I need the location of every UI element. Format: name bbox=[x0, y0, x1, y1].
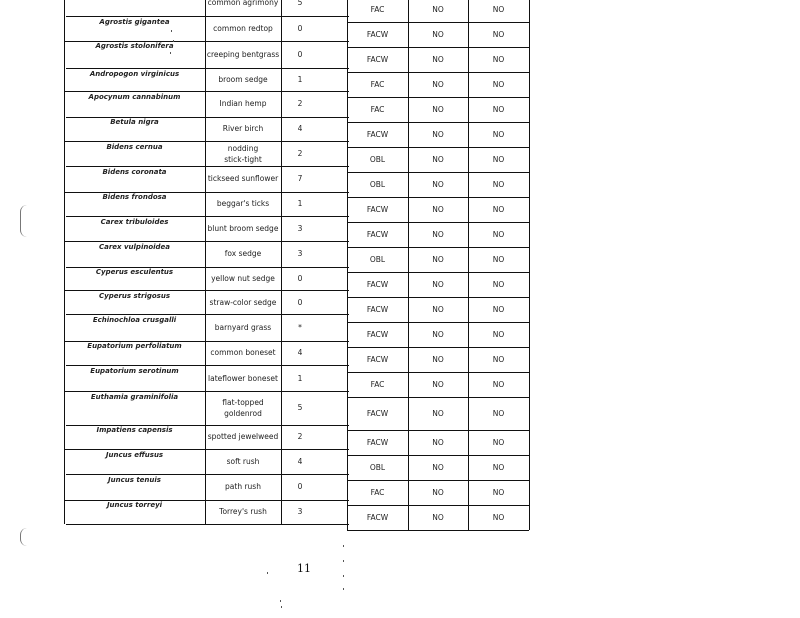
status-flag: NO bbox=[492, 330, 505, 339]
species-name: Agrostis stolonifera bbox=[95, 42, 174, 50]
status-flag: NO bbox=[492, 409, 505, 418]
wetland-indicator: FACW bbox=[366, 409, 389, 418]
status-flag: NO bbox=[432, 5, 444, 14]
wetland-indicator: FACW bbox=[366, 230, 389, 239]
common-name: straw-color sedge bbox=[209, 297, 277, 307]
status-flag: NO bbox=[492, 180, 505, 189]
wetland-indicator: FACW bbox=[366, 205, 389, 214]
species-name: Echinochloa crusgalli bbox=[92, 316, 177, 324]
status-flag: NO bbox=[432, 280, 444, 289]
status-flag: NO bbox=[432, 130, 444, 139]
status-flag: NO bbox=[492, 513, 505, 522]
common-name: nodding stick-tight bbox=[224, 143, 262, 164]
cc-value: 0 bbox=[297, 23, 303, 33]
status-flag: NO bbox=[492, 280, 505, 289]
status-flag: NO bbox=[432, 488, 444, 497]
cc-value: 3 bbox=[297, 507, 303, 516]
species-name: Andropogon virginicus bbox=[89, 70, 180, 78]
status-flag: NO bbox=[432, 55, 444, 64]
binding-mark bbox=[20, 528, 27, 546]
species-name: Apocynum cannabinum bbox=[88, 93, 181, 101]
cc-value: 4 bbox=[297, 348, 303, 357]
page-number: 11 bbox=[297, 562, 311, 575]
scan-speck bbox=[170, 52, 171, 54]
cc-value: 5 bbox=[297, 403, 303, 412]
status-flag: NO bbox=[492, 305, 505, 314]
species-name: Carex vulpinoidea bbox=[98, 243, 171, 251]
species-name: Juncus torreyi bbox=[106, 501, 163, 509]
status-flag: NO bbox=[432, 30, 444, 39]
wetland-indicator: FACW bbox=[366, 513, 389, 522]
wetland-indicator: FACW bbox=[366, 130, 389, 139]
cc-value: 2 bbox=[297, 432, 303, 441]
cc-value: * bbox=[298, 322, 302, 332]
species-name: Betula nigra bbox=[110, 118, 159, 126]
column-rule-right bbox=[529, 0, 530, 530]
scan-speck bbox=[280, 600, 281, 602]
species-name: Cyperus esculentus bbox=[95, 268, 174, 276]
status-flag: NO bbox=[432, 355, 444, 364]
species-name: Agrostis gigantea bbox=[99, 18, 170, 26]
common-name: Torrey's rush bbox=[219, 507, 267, 516]
common-name: soft rush bbox=[226, 457, 260, 466]
species-name: Bidens cernua bbox=[106, 143, 163, 151]
wetland-indicator: FACW bbox=[366, 30, 389, 39]
scan-speck bbox=[343, 575, 344, 577]
species-name: Carex tribuloides bbox=[100, 218, 169, 226]
wetland-indicator: FACW bbox=[366, 355, 389, 364]
status-flag: NO bbox=[432, 513, 444, 522]
binding-mark bbox=[20, 205, 27, 237]
cc-value: 1 bbox=[297, 75, 303, 84]
common-name: blunt broom sedge bbox=[207, 224, 279, 233]
status-flag: NO bbox=[432, 380, 444, 389]
wetland-indicator: FACW bbox=[366, 305, 389, 314]
scan-speck bbox=[281, 606, 282, 608]
common-name: fox sedge bbox=[224, 249, 262, 258]
cc-value: 0 bbox=[297, 482, 303, 491]
status-flag: NO bbox=[492, 255, 505, 264]
common-name: lateflower boneset bbox=[208, 373, 278, 383]
wetland-indicator: FACW bbox=[366, 280, 389, 289]
cc-value: 5 bbox=[297, 0, 303, 7]
cc-value: 4 bbox=[297, 457, 303, 466]
species-name: Eupatorium perfoliatum bbox=[87, 342, 182, 350]
status-flag: NO bbox=[492, 355, 505, 364]
row-rule-right bbox=[347, 530, 529, 531]
scan-speck bbox=[267, 572, 268, 574]
status-flag: NO bbox=[492, 80, 505, 89]
status-flag: NO bbox=[492, 205, 505, 214]
cc-value: 3 bbox=[297, 224, 303, 233]
status-flag: NO bbox=[432, 463, 444, 472]
species-name: Euthamia graminifolia bbox=[90, 393, 179, 401]
common-name: common redtop bbox=[213, 23, 273, 33]
cc-value: 7 bbox=[297, 174, 303, 183]
status-flag: NO bbox=[432, 330, 444, 339]
status-flag: NO bbox=[492, 380, 505, 389]
wetland-indicator: OBL bbox=[369, 463, 386, 472]
scan-speck bbox=[171, 30, 172, 32]
common-name: Indian hemp bbox=[219, 99, 267, 108]
status-flag: NO bbox=[432, 180, 444, 189]
status-flag: NO bbox=[432, 205, 444, 214]
species-name bbox=[64, 0, 205, 12]
common-name: tickseed sunflower bbox=[207, 174, 279, 183]
status-flag: NO bbox=[492, 438, 505, 447]
status-flag: NO bbox=[492, 130, 505, 139]
status-flag: NO bbox=[432, 305, 444, 314]
species-name: Bidens frondosa bbox=[102, 193, 167, 201]
cc-value: 2 bbox=[297, 99, 303, 108]
scan-speck bbox=[173, 40, 174, 42]
status-flag: NO bbox=[492, 463, 505, 472]
status-flag: NO bbox=[432, 105, 444, 114]
cc-value: 0 bbox=[297, 273, 303, 283]
wetland-indicator: FAC bbox=[370, 380, 385, 389]
cc-value: 4 bbox=[297, 124, 303, 133]
common-name: flat-topped goldenrod bbox=[222, 397, 264, 418]
status-flag: NO bbox=[492, 5, 505, 14]
status-flag: NO bbox=[492, 488, 505, 497]
common-name: yellow nut sedge bbox=[211, 273, 275, 283]
common-name: path rush bbox=[225, 482, 261, 491]
cc-value: 0 bbox=[297, 297, 303, 307]
wetland-indicator: FAC bbox=[370, 5, 385, 14]
species-name: Bidens coronata bbox=[102, 168, 167, 176]
species-name: Juncus effusus bbox=[105, 451, 164, 459]
cc-value: 3 bbox=[297, 249, 303, 258]
status-flag: NO bbox=[432, 155, 444, 164]
cc-value: 0 bbox=[297, 49, 303, 59]
wetland-indicator: OBL bbox=[369, 180, 386, 189]
common-name: River birch bbox=[222, 124, 264, 133]
cc-value: 1 bbox=[297, 199, 303, 208]
common-name: barnyard grass bbox=[214, 322, 272, 332]
status-flag: NO bbox=[432, 80, 444, 89]
status-flag: NO bbox=[492, 155, 505, 164]
common-name: common boneset bbox=[210, 348, 276, 357]
wetland-indicator: FACW bbox=[366, 438, 389, 447]
wetland-indicator: FAC bbox=[370, 105, 385, 114]
cc-value: 2 bbox=[297, 149, 303, 158]
common-name: common agrimony bbox=[207, 0, 279, 7]
cc-value: 1 bbox=[297, 373, 303, 383]
wetland-indicator: FAC bbox=[370, 80, 385, 89]
status-flag: NO bbox=[492, 30, 505, 39]
common-name: creeping bentgrass bbox=[206, 49, 280, 59]
status-flag: NO bbox=[432, 409, 444, 418]
wetland-indicator: FACW bbox=[366, 55, 389, 64]
status-flag: NO bbox=[492, 230, 505, 239]
species-name: Impatiens capensis bbox=[96, 426, 173, 434]
status-flag: NO bbox=[492, 55, 505, 64]
species-name: Eupatorium serotinum bbox=[90, 367, 179, 375]
status-flag: NO bbox=[432, 255, 444, 264]
status-flag: NO bbox=[492, 105, 505, 114]
wetland-indicator: OBL bbox=[369, 155, 386, 164]
scan-speck bbox=[343, 545, 344, 547]
status-flag: NO bbox=[432, 230, 444, 239]
scan-speck bbox=[343, 588, 344, 590]
common-name: spotted jewelweed bbox=[207, 432, 279, 441]
species-name: Juncus tenuis bbox=[108, 476, 161, 484]
status-flag: NO bbox=[432, 438, 444, 447]
wetland-indicator: OBL bbox=[369, 255, 386, 264]
common-name: broom sedge bbox=[218, 75, 268, 84]
wetland-indicator: FAC bbox=[370, 488, 385, 497]
wetland-indicator: FACW bbox=[366, 330, 389, 339]
scan-speck bbox=[343, 560, 344, 562]
common-name: beggar's ticks bbox=[216, 199, 270, 208]
species-name: Cyperus strigosus bbox=[99, 292, 170, 300]
